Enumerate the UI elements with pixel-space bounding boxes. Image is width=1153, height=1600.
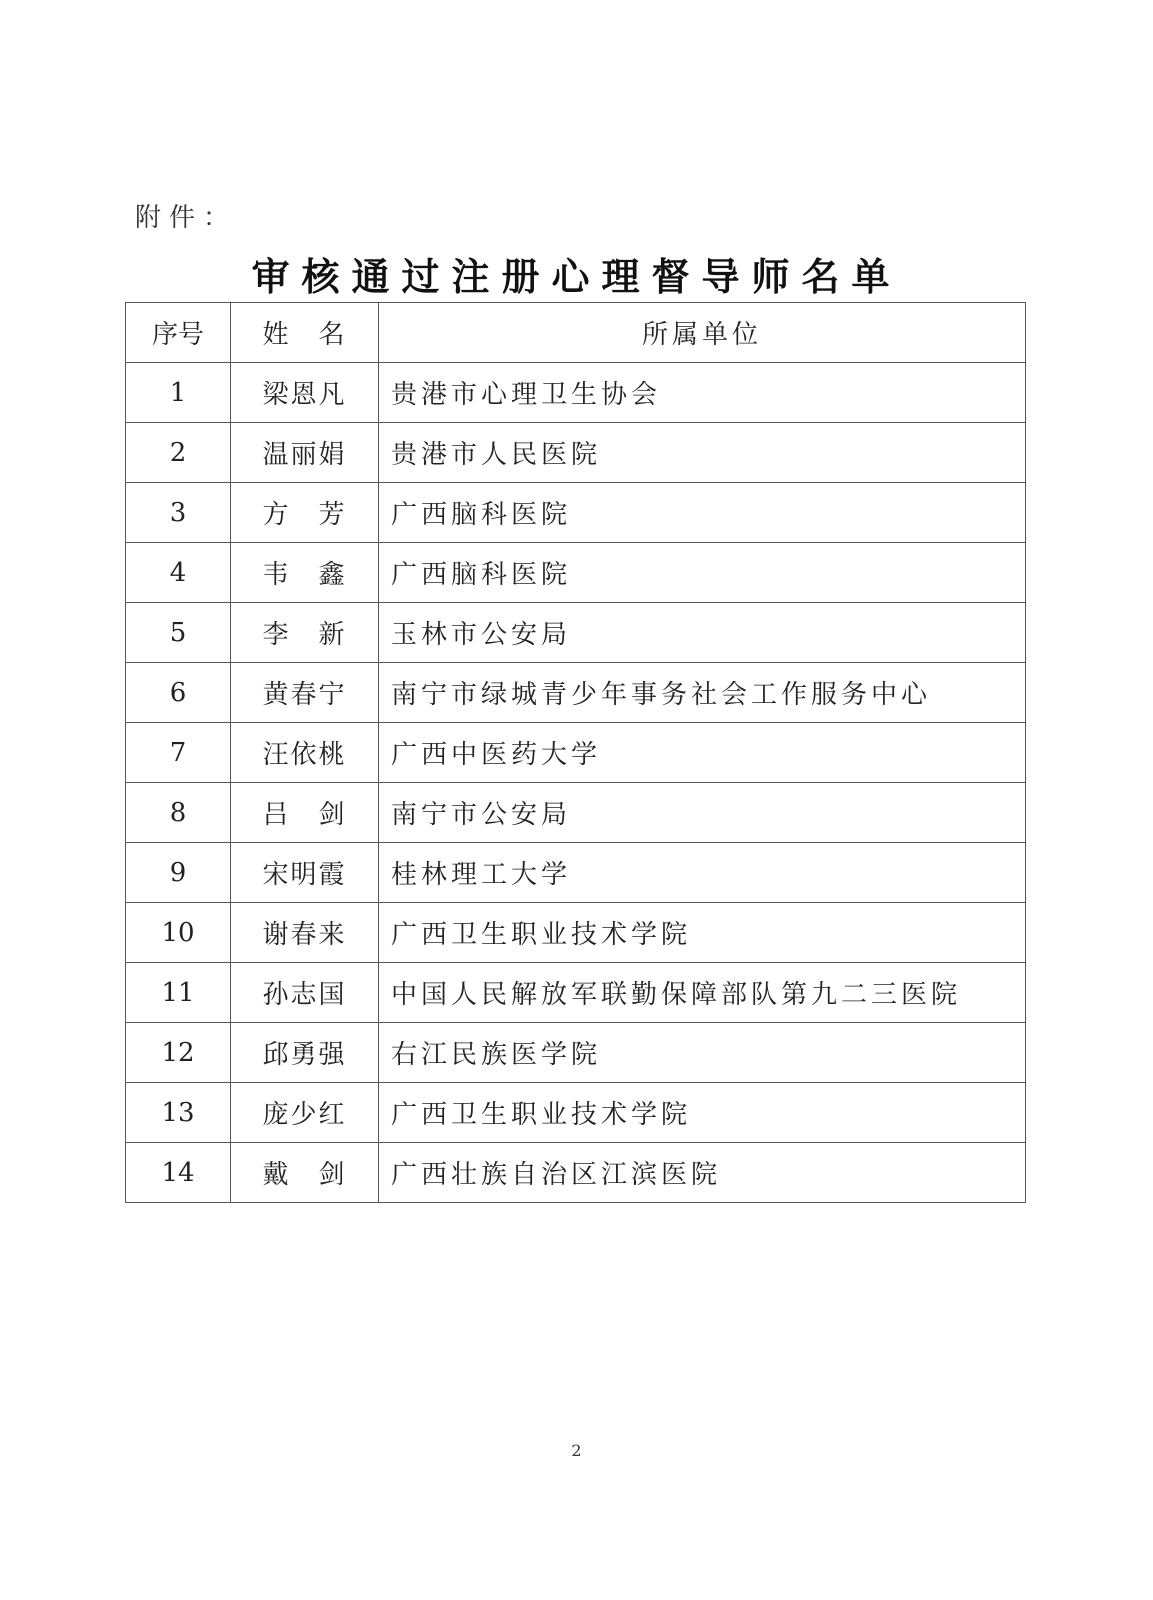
row-name: 宋明霞 (231, 843, 379, 903)
table-row (126, 783, 1026, 843)
row-unit: 广西卫生职业技术学院 (379, 1083, 1026, 1143)
row-unit: 广西壮族自治区江滨医院 (379, 1143, 1026, 1203)
row-unit: 广西卫生职业技术学院 (379, 903, 1026, 963)
page-title: 审核通过注册心理督导师名单 (251, 255, 902, 299)
table-row (126, 363, 1026, 423)
row-number: 3 (126, 483, 231, 543)
row-name: 梁恩凡 (231, 363, 379, 423)
header-number: 序号 (126, 303, 231, 363)
table-header-row (126, 303, 1026, 363)
row-unit: 中国人民解放军联勤保障部队第九二三医院 (379, 963, 1026, 1023)
row-unit: 贵港市人民医院 (379, 423, 1026, 483)
row-number: 6 (126, 663, 231, 723)
table-row (126, 663, 1026, 723)
row-name: 韦 鑫 (231, 543, 379, 603)
row-number: 10 (126, 903, 231, 963)
row-name: 李 新 (231, 603, 379, 663)
row-name: 方 芳 (231, 483, 379, 543)
row-unit: 桂林理工大学 (379, 843, 1026, 903)
table-row (126, 1083, 1026, 1143)
table-row (126, 543, 1026, 603)
attachment-label: 附件： (135, 203, 238, 233)
table-row (126, 1023, 1026, 1083)
table-row (126, 603, 1026, 663)
row-number: 11 (126, 963, 231, 1023)
table-row (126, 423, 1026, 483)
row-number: 8 (126, 783, 231, 843)
table-row (126, 843, 1026, 903)
supervisor-table (125, 302, 1026, 1203)
row-name: 戴 剑 (231, 1143, 379, 1203)
row-name: 邱勇强 (231, 1023, 379, 1083)
row-number: 9 (126, 843, 231, 903)
row-number: 7 (126, 723, 231, 783)
table-row (126, 483, 1026, 543)
row-name: 庞少红 (231, 1083, 379, 1143)
row-number: 2 (126, 423, 231, 483)
header-name: 姓 名 (231, 303, 379, 363)
row-unit: 南宁市绿城青少年事务社会工作服务中心 (379, 663, 1026, 723)
row-unit: 右江民族医学院 (379, 1023, 1026, 1083)
row-number: 1 (126, 363, 231, 423)
page-number: 2 (571, 1441, 582, 1460)
row-name: 孙志国 (231, 963, 379, 1023)
table-row (126, 963, 1026, 1023)
header-unit: 所属单位 (379, 303, 1026, 363)
table-body (126, 363, 1026, 1203)
table-row (126, 903, 1026, 963)
row-unit: 广西中医药大学 (379, 723, 1026, 783)
row-unit: 玉林市公安局 (379, 603, 1026, 663)
row-number: 12 (126, 1023, 231, 1083)
row-unit: 广西脑科医院 (379, 483, 1026, 543)
row-name: 温丽娟 (231, 423, 379, 483)
row-number: 13 (126, 1083, 231, 1143)
row-name: 黄春宁 (231, 663, 379, 723)
row-number: 5 (126, 603, 231, 663)
row-name: 吕 剑 (231, 783, 379, 843)
row-name: 汪依桃 (231, 723, 379, 783)
row-number: 14 (126, 1143, 231, 1203)
table-row (126, 723, 1026, 783)
row-number: 4 (126, 543, 231, 603)
row-name: 谢春来 (231, 903, 379, 963)
row-unit: 贵港市心理卫生协会 (379, 363, 1026, 423)
table-row (126, 1143, 1026, 1203)
row-unit: 南宁市公安局 (379, 783, 1026, 843)
row-unit: 广西脑科医院 (379, 543, 1026, 603)
